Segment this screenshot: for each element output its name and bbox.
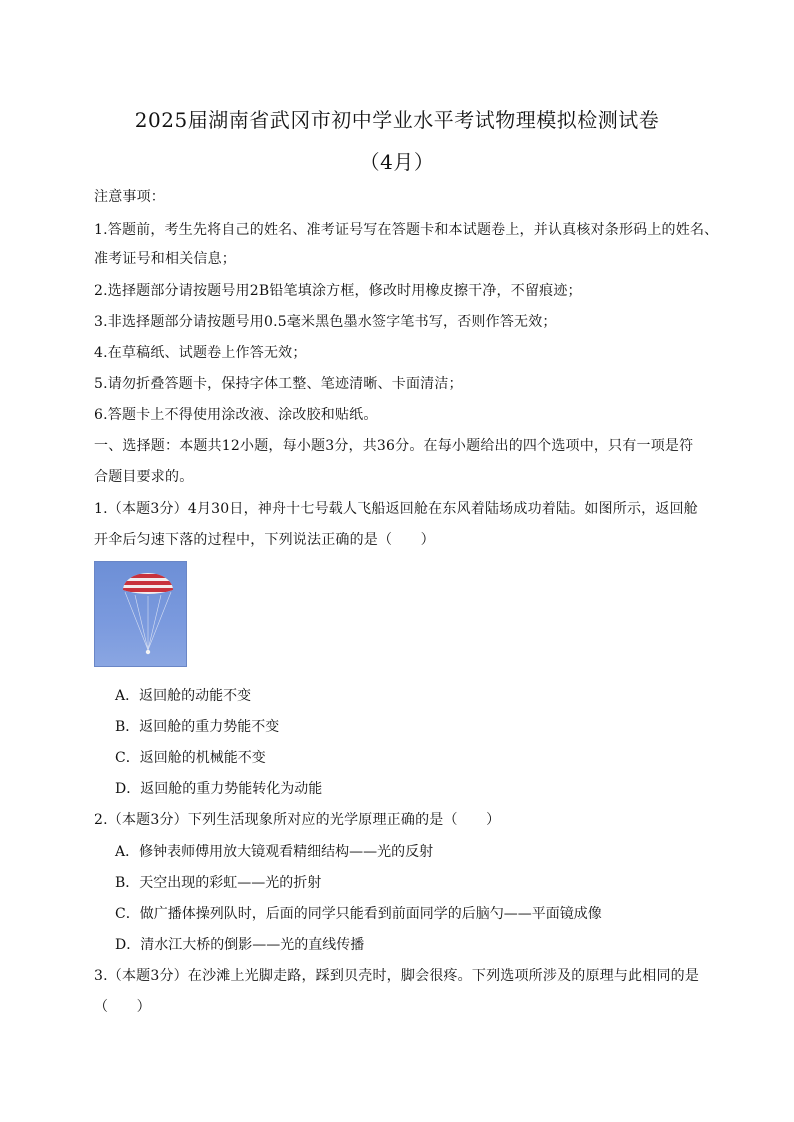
exam-subtitle: （4月） — [359, 150, 435, 174]
question-1-stem: 1.（本题3分）4月30日，神舟十七号载人飞船返回舱在东风着陆场成功着陆。如图所示，返回舱 — [94, 501, 698, 517]
question-2-option-b: B．天空出现的彩虹——光的折射 — [115, 875, 322, 891]
question-1-option-b: B．返回舱的重力势能不变 — [115, 719, 280, 735]
question-1-option-c: C．返回舱的机械能不变 — [115, 750, 266, 766]
notice-item: 4.在草稿纸、试题卷上作答无效； — [94, 345, 307, 361]
notice-item: 2.选择题部分请按题号用2B铅笔填涂方框，修改时用橡皮擦干净，不留痕迹； — [94, 283, 582, 299]
question-2-option-d: D．清水江大桥的倒影——光的直线传播 — [115, 937, 365, 953]
question-1-option-a: A．返回舱的动能不变 — [115, 688, 252, 704]
question-2-option-a: A．修钟表师傅用放大镜观看精细结构——光的反射 — [115, 844, 434, 860]
section-heading-cont: 合题目要求的。 — [94, 469, 194, 485]
question-2-stem: 2.（本题3分）下列生活现象所对应的光学原理正确的是（ ） — [94, 812, 501, 828]
question-3-stem: 3.（本题3分）在沙滩上光脚走路，踩到贝壳时，脚会很疼。下列选项所涉及的原理与此相同的是 — [94, 968, 700, 984]
parachute-icon — [95, 562, 186, 666]
notice-item: 1.答题前，考生先将自己的姓名、准考证号写在答题卡和本试题卷上，并认真核对条形码上的姓名、 — [94, 222, 719, 238]
question-3-stem-cont: （ ） — [94, 999, 151, 1015]
question-1-stem-cont: 开伞后匀速下落的过程中，下列说法正确的是（ ） — [94, 532, 435, 548]
notice-item: 5.请勿折叠答题卡，保持字体工整、笔迹清晰、卡面清洁； — [94, 376, 463, 392]
question-1-option-d: D．返回舱的重力势能转化为动能 — [115, 781, 323, 797]
exam-title: 2025届湖南省武冈市初中学业水平考试物理模拟检测试卷 — [134, 108, 660, 132]
question-2-option-c: C．做广播体操列队时，后面的同学只能看到前面同学的后脑勺——平面镜成像 — [115, 906, 602, 922]
section-heading: 一、选择题：本题共12小题，每小题3分，共36分。在每小题给出的四个选项中，只有一项是符 — [94, 438, 694, 454]
notice-item: 6.答题卡上不得使用涂改液、涂改胶和贴纸。 — [94, 407, 378, 423]
parachute-capsule-image — [94, 561, 187, 667]
notice-heading: 注意事项： — [94, 189, 165, 205]
notice-item: 准考证号和相关信息； — [94, 251, 236, 267]
notice-item: 3.非选择题部分请按题号用0.5毫米黑色墨水签字笔书写，否则作答无效； — [94, 314, 557, 330]
